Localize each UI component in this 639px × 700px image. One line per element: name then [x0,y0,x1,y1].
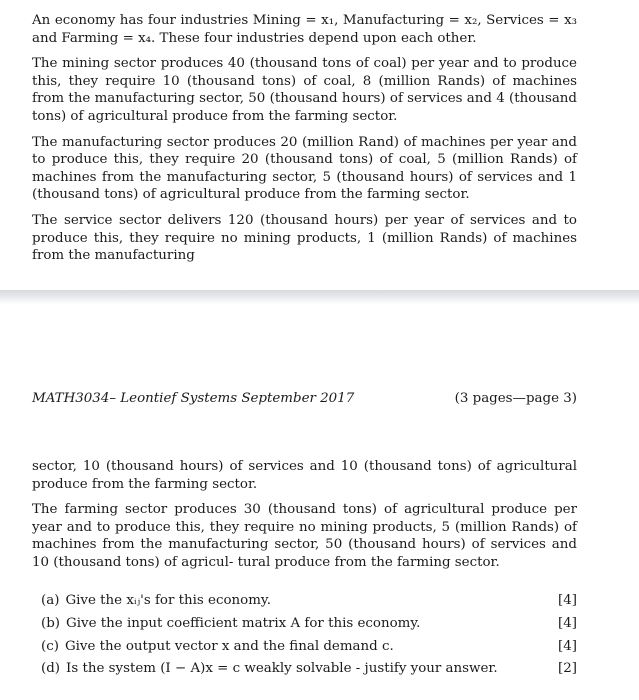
question-label: (a) [41,593,60,608]
question-label: (d) [41,661,61,677]
question-marks: [2] [558,661,577,677]
paragraph-mining: The mining sector produces 40 (thousand tons of coal) per year and to produce this, they require 10 (thousand tons) of coal, 8 (million Rands) of machines from the manufacturing sector, 50 (thousand hours) of services and 4 (thousand tons) of agricultural produce from the farming sector. [32,56,577,124]
question-a [41,590,577,613]
page-count: (3 pages—page 3) [454,391,577,406]
paragraph-manufacturing: The manufacturing sector produces 20 (million Rand) of machines per year and to produce this, they require 20 (thousand tons) of coal, 5 (million Rands) of machines from the manufacturing sector, 5 (thousand hours) of services and 1 (thousand tons) of agricultural produce from the farming sector. [32,134,577,203]
question-text: Is the system (I − A)x = c weakly solvable - justify your answer. [66,661,498,677]
question-c [41,636,577,659]
question-text: Give the xᵢⱼ's for this economy. [65,593,271,608]
paragraph-services: The service sector delivers 120 (thousand hours) per year of services and to produce this, they require no mining products, 1 (million Rands) of machines from the manufacturing [32,212,577,264]
paragraph-intro: An economy has four industries Mining = x₁, Manufacturing = x₂, Services = x₃ and Farming = x₄. These four industries depend upon each other. [32,13,577,46]
question-text: Give the input coefficient matrix A for this economy. [66,615,421,631]
question-text: Give the output vector x and the final demand c. [64,638,394,654]
page2-body [32,458,577,580]
question-marks: [4] [558,638,577,654]
page-separator [0,290,639,304]
paragraph-farming: The farming sector produces 30 (thousand tons) of agricultural produce per year and to produce this, they require no mining products, 5 (million Rands) of machines from the manufacturing sector, 50 (thousand hours) of services and 10 (thousand tons) of agricul- tural produce from the farming sector. [32,502,577,570]
question-label: (b) [41,615,61,631]
question-d [41,658,577,681]
question-list [41,590,577,681]
course-title: MATH3034– Leontief Systems September 2017 [32,391,355,406]
page-header [32,391,577,406]
paragraph-services-cont: sector, 10 (thousand hours) of services and 10 (thousand tons) of agricultural produce from the farming sector. [32,459,577,492]
question-marks: [4] [558,593,577,608]
question-b [41,613,577,636]
question-label: (c) [41,638,59,654]
page1-body [32,12,577,273]
question-marks: [4] [558,615,577,631]
